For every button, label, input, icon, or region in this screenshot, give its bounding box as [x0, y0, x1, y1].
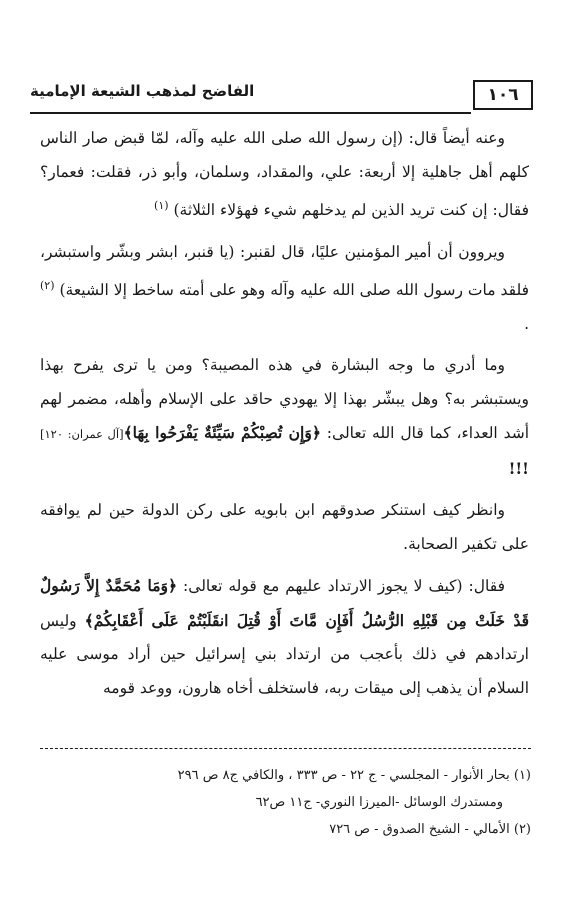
- page-number: ١٠٦: [473, 80, 533, 110]
- footnotes: [40, 762, 531, 843]
- footnote-1-continued: ومستدرك الوسائل -الميرزا النوري- ج١١ ص٦٢: [255, 795, 503, 810]
- running-title: الفاضح لمذهب الشيعة الإمامية: [30, 82, 255, 100]
- paragraph-1: وعنه أيضاً قال: (إن رسول الله صلى الله عليه وآله، لمّا قبض صار الناس كلهم أهل جاهلية إلا أربعة: علي، والمقداد، وسلمان، وأبو ذر، فقلت: فعمار؟ فقال: إن كنت تريد الذين لم يدخلهم شيء فهؤلاء الثلاثة) $^{(١)}$: [40, 129, 529, 220]
- paragraph-2: ويروون أن أمير المؤمنين عليًا، قال لقنبر: (يا قنبر، ابشر وبشّر واستبشر، فلقد مات رسول الله صلى الله عليه وآله وهو على أمته ساخط إلا الشيعة) $^{(٢)}$ .: [40, 242, 529, 333]
- verse-reference: [آل عمران: ١٢٠]: [40, 427, 124, 442]
- quran-verse: ﴿وَإِن تُصِبْكُمْ سَيِّئَةٌ يَفْرَحُوا بِهَا﴾: [123, 423, 321, 443]
- paragraph-5: فقال: (كيف لا يجوز الارتداد عليهم مع قوله تعالى: ﴿وَمَا مُحَمَّدٌ إِلاَّ رَسُولٌ قَدْ خَلَتْ مِن قَبْلِهِ الرُّسُلُ أَفَإِن مَّاتَ أَوْ قُتِلَ انقَلَبْتُمْ عَلَى أَعْقَابِكُمْ﴾ وليس ارتدادهم في ذلك بأعجب من ارتداد بني إسرائيل حين أراد موسى عليه السلام أن يذهب إلى ميقات ربه، فاستخلف أخاه هارون، ووعد قومه: [40, 576, 529, 697]
- header-rule: [30, 112, 471, 114]
- quran-verse: ﴿وَمَا مُحَمَّدٌ إِلاَّ رَسُولٌ قَدْ خَلَتْ مِن قَبْلِهِ الرُّسُلُ أَفَإِن مَّاتَ أَوْ قُتِلَ انقَلَبْتُمْ عَلَى أَعْقَابِكُمْ﴾: [40, 576, 529, 630]
- footnote-2: (٢) الأمالي - الشيخ الصدوق - ص ٧٢٦: [329, 822, 531, 837]
- page-header: [30, 80, 533, 108]
- paragraph-4: وانظر كيف استنكر صدوقهم ابن بابويه على ركن الدولة حين لم يوافقه على تكفير الصحابة.: [40, 501, 529, 553]
- footnote-1: (١) بحار الأنوار - المجلسي - ج ٢٢ - ص ٣٣٣ ، والكافي ج٨ ص ٢٩٦: [177, 768, 531, 783]
- main-text: [40, 122, 529, 713]
- footnote-separator: [40, 748, 531, 749]
- footnote-marker-1: (١): [154, 199, 169, 212]
- paragraph-3: وما أدري ما وجه البشارة في هذه المصيبة؟ ومن يا ترى يفرح بهذا ويستبشر به؟ وهل يبشّر بهذا إلا يهودي حاقد على الإسلام وأهله، مضمر لهم أشد العداء، كما قال الله تعالى: ﴿وَإِن تُصِبْكُمْ سَيِّئَةٌ يَفْرَحُوا بِهَا﴾[آل عمران: ١٢٠] !!!: [40, 356, 529, 478]
- footnote-marker-2: (٢): [40, 279, 55, 293]
